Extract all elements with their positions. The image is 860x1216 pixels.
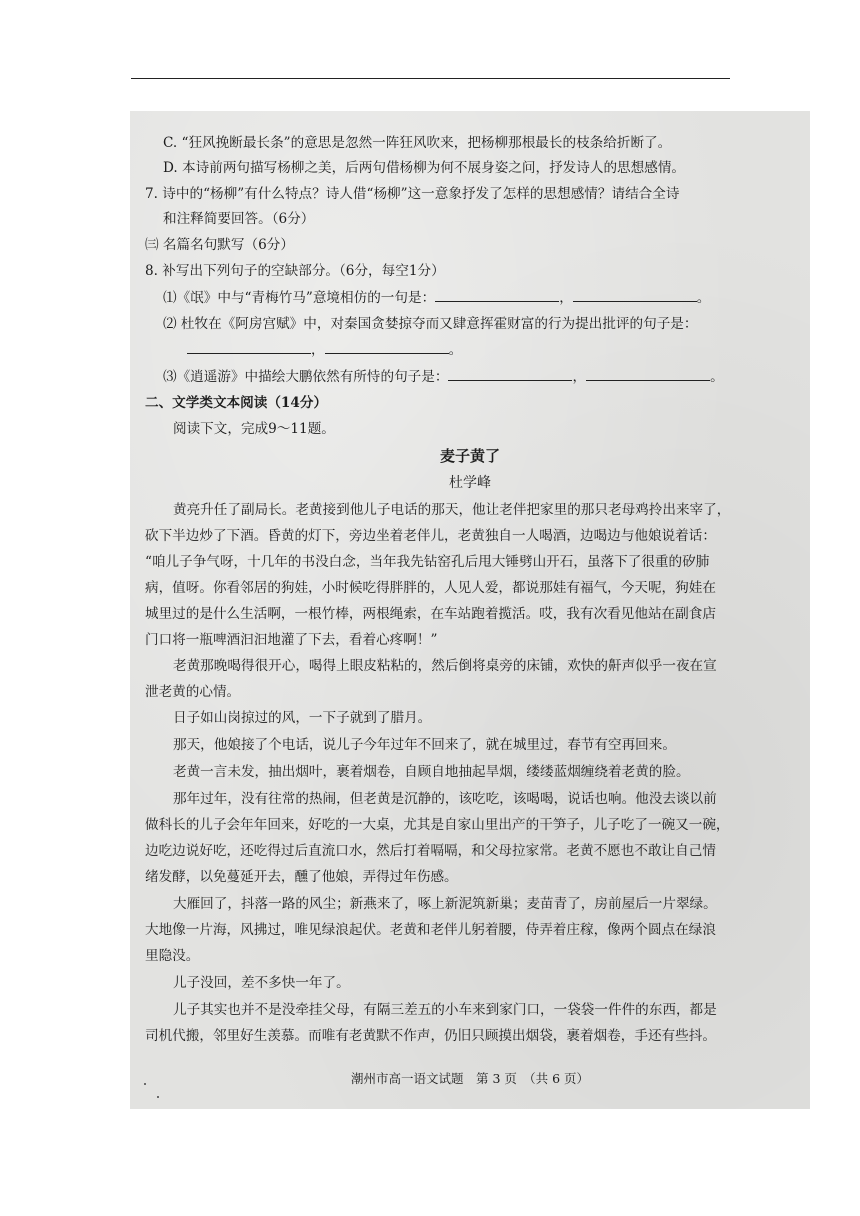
- story-line: 病，值呀。你看邻居的狗娃，小时候吃得胖胖的，人见人爱，都说那娃有福气，今天呢，狗娃在: [145, 580, 716, 596]
- period: 。: [696, 290, 711, 306]
- period: 。: [448, 342, 463, 358]
- story-line: 砍下半边炒了下酒。昏黄的灯下，旁边坐着老伴儿，老黄独自一人喝酒，边喝边与他娘说着话：: [145, 528, 716, 544]
- q8-item2-line2: [187, 340, 462, 360]
- answer-blank[interactable]: [325, 341, 449, 354]
- answer-blank[interactable]: [187, 341, 311, 354]
- section2-heading: 二、文学类文本阅读（14分）: [145, 395, 328, 411]
- answer-blank[interactable]: [586, 368, 710, 381]
- story-line: 老黄那晚喝得很开心，喝得上眼皮粘粘的，然后倒将桌旁的床铺，欢快的鼾声似乎一夜在宣: [173, 658, 717, 674]
- story-line: 老黄一言未发，抽出烟叶，裹着烟卷，自顾自地抽起旱烟，缕缕蓝烟缠绕着老黄的脸。: [173, 764, 690, 780]
- story-line: 日子如山岗掠过的风，一下子就到了腊月。: [173, 710, 432, 726]
- comma: ，: [559, 290, 573, 306]
- q7-stem-line1: 7. 诗中的“杨柳”有什么特点？诗人借“杨柳”这一意象抒发了怎样的思想感情？请结合全诗: [145, 186, 680, 202]
- q7-stem-line2: 和注释简要回答。（6分）: [163, 211, 315, 227]
- story-author: 杜学峰: [449, 475, 491, 491]
- section2-instruction: 阅读下文，完成9～11题。: [173, 421, 335, 437]
- q8-item3: [163, 367, 724, 387]
- story-line: 司机代搬，邻里好生羡慕。而唯有老黄默不作声，仍旧只顾摸出烟袋，裹着烟卷，手还有些抖。: [145, 1028, 716, 1044]
- story-line: 边吃边说好吃，还吃得过后直流口水，然后打着嗝嗝，和父母拉家常。老黄不愿也不敢让自己情: [145, 843, 716, 859]
- q8-item3-text: ⑶《逍遥游》中描绘大鹏依然有所恃的句子是：: [163, 369, 449, 385]
- answer-blank[interactable]: [435, 289, 559, 302]
- story-line: 那天，他娘接了个电话，说儿子今年过年不回来了，就在城里过，春节有空再回来。: [173, 737, 676, 753]
- story-line: 做科长的儿子会年年回来，好吃的一大桌，尤其是自家山里出产的干笋子，儿子吃了一碗又一碗，: [145, 817, 730, 833]
- story-title: 麦子黄了: [439, 447, 500, 465]
- q8-item2-line1: ⑵ 杜牧在《阿房宫赋》中，对秦国贪婪掠夺而又肆意挥霍财富的行为提出批评的句子是：: [163, 316, 698, 332]
- period: 。: [710, 369, 724, 385]
- story-line: 城里过的是什么生活啊，一根竹棒，两根绳索，在车站跑着揽活。哎，我有次看见他站在副食店: [145, 606, 716, 622]
- scan-speck: [144, 1083, 146, 1085]
- story-line: 那年过年，没有往常的热闹，但老黄是沉静的，该吃吃，该喝喝，说话也响。他没去谈以前: [173, 791, 717, 807]
- story-line: 黄亮升任了副局长。老黄接到他儿子电话的那天，他让老伴把家里的那只老母鸡拎出来宰了，: [173, 502, 731, 518]
- answer-blank[interactable]: [448, 368, 572, 381]
- story-line: 里隐没。: [145, 948, 200, 964]
- story-line: 泄老黄的心情。: [145, 684, 241, 700]
- q8-item1-text: ⑴《氓》中与“青梅竹马”意境相仿的一句是：: [163, 290, 436, 306]
- answer-blank[interactable]: [573, 289, 697, 302]
- q6-option-d: D. 本诗前两句描写杨柳之美，后两句借杨柳为何不展身姿之问，抒发诗人的思想感情。: [163, 160, 686, 176]
- story-line: 大地像一片海，风拂过，唯见绿浪起伏。老黄和老伴儿躬着腰，侍弄着庄稼，像两个圆点在绿浪: [145, 922, 716, 938]
- scanned-page: [130, 111, 810, 1109]
- story-line: “咱儿子争气呀，十几年的书没白念，当年我先钻窑孔后甩大锤劈山开石，虽落下了很重的矽肺: [145, 554, 710, 570]
- section3-heading: ㈢ 名篇名句默写（6分）: [145, 237, 294, 253]
- comma: ，: [311, 342, 325, 358]
- page-footer: 潮州市高一语文试题 第 3 页 （共 6 页）: [350, 1071, 590, 1086]
- story-line: 大雁回了，抖落一路的风尘；新燕来了，啄上新泥筑新巢；麦苗青了，房前屋后一片翠绿。: [173, 896, 717, 912]
- story-line: 绪发酵，以免蔓延开去，醺了他娘，弄得过年伤感。: [145, 869, 458, 885]
- comma: ，: [572, 369, 587, 385]
- story-line: 儿子没回，差不多快一年了。: [173, 975, 350, 991]
- story-line: 儿子其实也并不是没牵挂父母，有隔三差五的小车来到家门口，一袋袋一件件的东西，都是: [173, 1002, 717, 1018]
- story-line: 门口将一瓶啤酒汩汩地灌了下去，看着心疼啊！”: [145, 632, 438, 648]
- q8-stem: 8. 补写出下列句子的空缺部分。（6分，每空1分）: [145, 263, 445, 279]
- scan-speck: [157, 1096, 159, 1098]
- q6-option-c: C. “狂风挽断最长条”的意思是忽然一阵狂风吹来，把杨柳那根最长的枝条给折断了。: [163, 135, 672, 151]
- header-rule: [131, 78, 730, 79]
- q8-item1: [163, 288, 710, 308]
